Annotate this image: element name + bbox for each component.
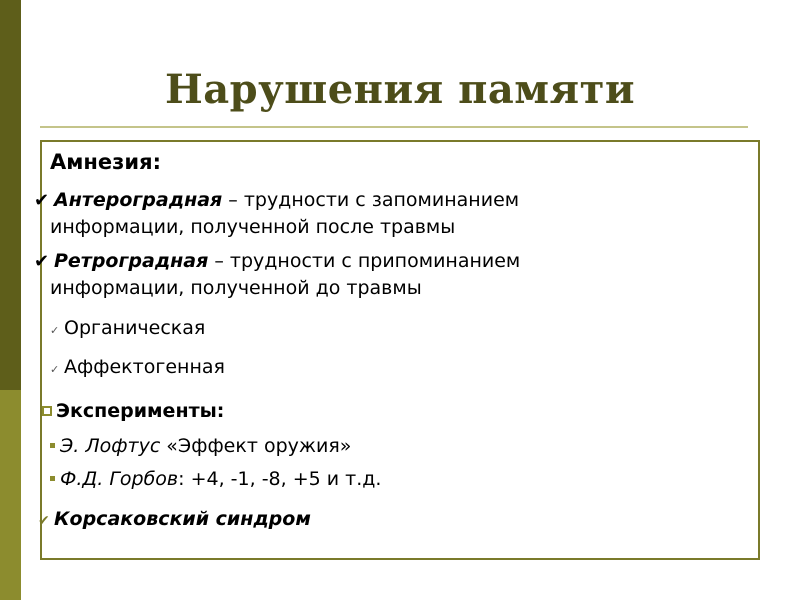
checkmark-icon: ✔ [34,190,50,211]
checkmark-icon: ✔ [38,513,50,529]
square-bullet-icon [50,443,55,448]
organic-item [50,316,205,343]
slide-title: Нарушения памяти [164,66,636,113]
experiment-item-1 [50,434,351,459]
experiments-heading-row [42,399,224,424]
retrograde-desc-2: информации, полученной до травмы [50,277,422,299]
square-bullet-icon [50,476,55,481]
affective-label: Аффектогенная [64,356,225,378]
experiments-heading: Эксперименты: [56,400,225,422]
checkmark-icon: ✔ [34,251,50,272]
experiment-item-2 [50,467,381,492]
retrograde-item [34,249,520,274]
anterograde-desc-2: информации, полученной после травмы [50,216,456,238]
experiment-2-author: Ф.Д. Горбов [60,468,179,490]
experiment-1-text: «Эффект оружия» [160,435,352,457]
experiment-2-text: : +4, -1, -8, +5 и т.д. [178,468,382,490]
affective-item [50,355,225,382]
left-accent-bar-dark [0,0,21,390]
small-check-icon: ✓ [50,363,60,376]
retrograde-desc-1: – трудности с припоминанием [208,250,521,272]
amnesia-heading: Амнезия: [50,150,161,174]
korsakov-item [38,507,311,534]
anterograde-item [34,188,519,213]
retrograde-term: Ретроградная [54,250,209,272]
left-accent-bar [0,0,21,600]
left-accent-bar-light [0,390,21,600]
square-bullet-icon [42,406,52,416]
title-divider [40,126,748,128]
korsakov-label: Корсаковский синдром [54,508,311,530]
small-check-icon: ✓ [50,324,60,337]
anterograde-desc-1: – трудности с запоминанием [222,189,520,211]
experiment-1-author: Э. Лофтус [60,435,161,457]
organic-label: Органическая [64,317,206,339]
anterograde-term: Антероградная [54,189,223,211]
